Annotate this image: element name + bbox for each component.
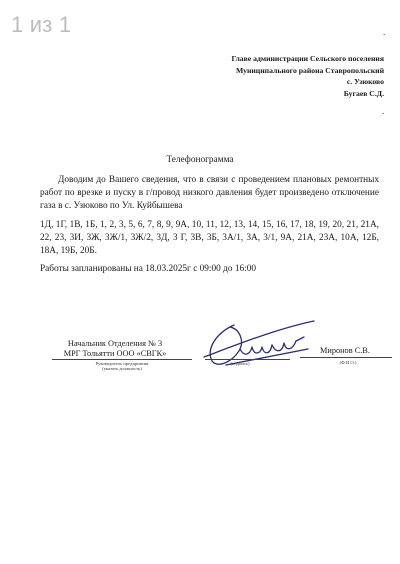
schedule-paragraph: Работы запланированы на 18.03.2025г с 09:00 до 16:00 xyxy=(40,264,257,274)
addressee-line: Муниципального района Ставропольский xyxy=(235,65,384,75)
position-line: МРГ Тольятти ООО «СВГК» xyxy=(63,348,167,358)
position-caption: Руководитель предприятия (указать должность) xyxy=(95,361,149,371)
name-underline xyxy=(300,357,392,358)
position-underline xyxy=(52,359,192,360)
house-numbers-paragraph: 1Д, 1Г, 1В, 1Б, 1, 2, 3, 5, 6, 7, 8, 9, 9А, 10, 11, 12, 13, 14, 15, 16, 17, 18, 19, 20, 21, 21А, 22, 23, 3И, 3Ж, 3Ж/1, 3Ж/2, 3Д, 3 Г, 3В, 3Б, 3А/1, 3А, 3/1, 9А, 21А, 23А, 10А, 12Б, 18А, 19Б, 20Б. xyxy=(40,220,379,257)
addressee-block xyxy=(144,53,384,99)
margin-mark: . xyxy=(382,106,385,116)
addressee-line: Главе администрации Сельского поселения xyxy=(231,54,384,63)
signature-underline xyxy=(205,359,290,360)
intro-paragraph: Доводим до Вашего сведения, что в связи с проведением плановых ремонтных работ по врезке и пуску в г/провод низкого давления будет произведено отключение газа в с. Узюково по Ул. Куйбышева xyxy=(40,175,379,212)
addressee-line: с. Узюково xyxy=(346,77,384,87)
document-title: Телефонограмма xyxy=(166,155,234,165)
signature-caption: (подпись) xyxy=(230,361,250,366)
signatory-name: Миронов С.В. xyxy=(320,346,370,355)
signatory-position xyxy=(40,339,190,358)
name-caption: (Ф.И.О.) xyxy=(339,360,357,365)
handwritten-signature xyxy=(196,315,326,375)
page-counter: 1 из 1 xyxy=(11,12,72,37)
margin-mark: . xyxy=(383,27,386,37)
addressee-line: Бугаев С.Д. xyxy=(343,88,384,98)
position-line: Начальник Отделения № 3 xyxy=(67,339,163,348)
